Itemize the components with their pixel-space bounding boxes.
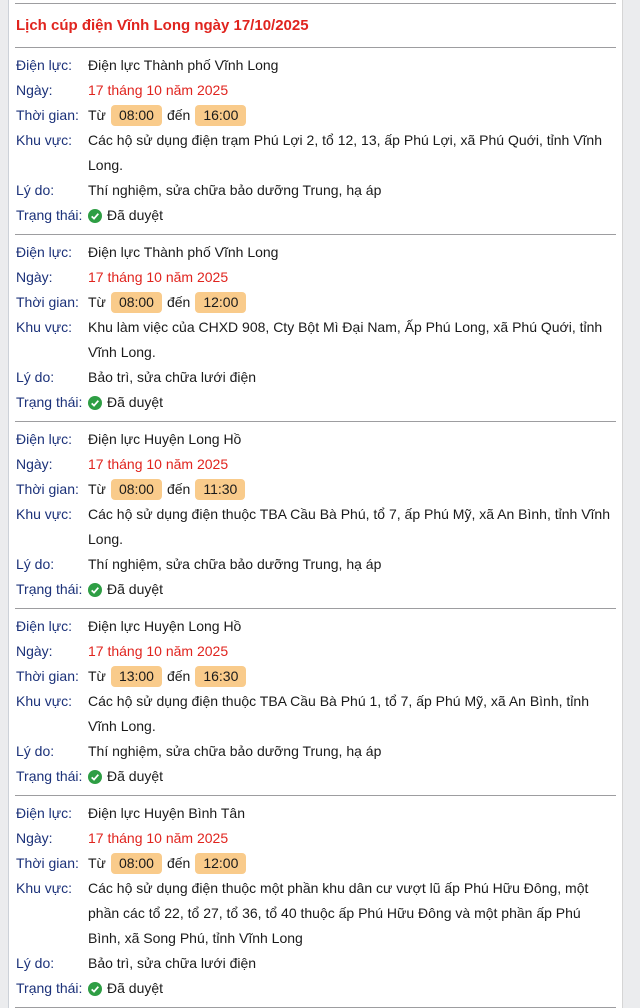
status-label: Trạng thái: (16, 207, 83, 223)
date-label: Ngày: (16, 830, 53, 846)
approved-check-icon (88, 209, 102, 223)
time-value (88, 477, 615, 502)
reason-row (16, 739, 615, 764)
area-value: Các hộ sử dụng điện thuộc TBA Cầu Bà Phú 1, tổ 7, ấp Phú Mỹ, xã An Bình, tỉnh Vĩnh Long. (88, 693, 589, 734)
time-start-badge: 13:00 (111, 666, 162, 687)
reason-label: Lý do: (16, 369, 55, 385)
time-to-word: đến (166, 668, 191, 684)
page-title: Lịch cúp điện Vĩnh Long ngày 17/10/2025 (16, 17, 309, 34)
outage-schedule-page (8, 0, 623, 1008)
outage-record (9, 235, 622, 421)
date-row (16, 78, 615, 103)
reason-value: Bảo trì, sửa chữa lưới điện (88, 369, 257, 385)
company-label: Điện lực: (16, 805, 73, 821)
reason-row (16, 365, 615, 390)
status-row (16, 390, 615, 415)
time-value (88, 290, 615, 315)
company-label: Điện lực: (16, 244, 73, 260)
date-label: Ngày: (16, 456, 53, 472)
time-from-word: Từ (88, 855, 106, 871)
company-label: Điện lực: (16, 431, 73, 447)
reason-label: Lý do: (16, 556, 55, 572)
status-row (16, 577, 615, 602)
status-value (88, 764, 615, 789)
area-row (16, 128, 615, 178)
time-to-word: đến (166, 481, 191, 497)
date-row (16, 826, 615, 851)
status-row (16, 764, 615, 789)
time-from-word: Từ (88, 294, 106, 310)
approved-check-icon (88, 583, 102, 597)
time-row (16, 103, 615, 128)
time-end-badge: 12:00 (195, 292, 246, 313)
time-to-word: đến (166, 294, 191, 310)
reason-value: Thí nghiệm, sửa chữa bảo dưỡng Trung, hạ áp (88, 182, 382, 198)
status-text: Đã duyệt (107, 581, 164, 597)
status-text: Đã duyệt (107, 980, 164, 996)
area-label: Khu vực: (16, 693, 73, 709)
reason-value: Thí nghiệm, sửa chữa bảo dưỡng Trung, hạ áp (88, 556, 382, 572)
date-value: 17 tháng 10 năm 2025 (88, 643, 229, 659)
reason-row (16, 951, 615, 976)
date-value: 17 tháng 10 năm 2025 (88, 269, 229, 285)
status-label: Trạng thái: (16, 394, 83, 410)
time-from-word: Từ (88, 668, 106, 684)
area-value: Khu làm việc của CHXD 908, Cty Bột Mì Đại Nam, Ấp Phú Long, xã Phú Quới, tỉnh Vĩnh Long. (88, 319, 603, 360)
company-value: Điện lực Huyện Bình Tân (88, 805, 245, 821)
area-value: Các hộ sử dụng điện thuộc TBA Cầu Bà Phú, tổ 7, ấp Phú Mỹ, xã An Bình, tỉnh Vĩnh Long. (88, 506, 610, 547)
approved-check-icon (88, 396, 102, 410)
time-value (88, 103, 615, 128)
time-end-badge: 16:00 (195, 105, 246, 126)
area-row (16, 876, 615, 951)
date-row (16, 452, 615, 477)
status-row (16, 203, 615, 228)
time-end-badge: 11:30 (195, 479, 245, 500)
outage-record (9, 422, 622, 608)
time-row (16, 851, 615, 876)
time-value (88, 851, 615, 876)
company-row (16, 801, 615, 826)
time-start-badge: 08:00 (111, 479, 162, 500)
area-row (16, 315, 615, 365)
approved-check-icon (88, 770, 102, 784)
company-row (16, 427, 615, 452)
company-label: Điện lực: (16, 57, 73, 73)
outage-record (9, 48, 622, 234)
company-row (16, 614, 615, 639)
time-start-badge: 08:00 (111, 105, 162, 126)
reason-row (16, 178, 615, 203)
approved-check-icon (88, 982, 102, 996)
status-value (88, 976, 615, 1001)
reason-label: Lý do: (16, 743, 55, 759)
date-value: 17 tháng 10 năm 2025 (88, 456, 229, 472)
time-from-word: Từ (88, 481, 106, 497)
reason-row (16, 552, 615, 577)
time-end-badge: 12:00 (195, 853, 246, 874)
time-label: Thời gian: (16, 294, 79, 310)
area-label: Khu vực: (16, 319, 73, 335)
status-row (16, 976, 615, 1001)
outage-record (9, 796, 622, 1007)
date-label: Ngày: (16, 643, 53, 659)
date-row (16, 265, 615, 290)
area-row (16, 689, 615, 739)
company-value: Điện lực Thành phố Vĩnh Long (88, 57, 279, 73)
time-label: Thời gian: (16, 668, 79, 684)
date-value: 17 tháng 10 năm 2025 (88, 830, 229, 846)
reason-label: Lý do: (16, 182, 55, 198)
status-value (88, 390, 615, 415)
date-label: Ngày: (16, 269, 53, 285)
time-from-word: Từ (88, 107, 106, 123)
area-value: Các hộ sử dụng điện trạm Phú Lợi 2, tổ 12, 13, ấp Phú Lợi, xã Phú Quới, tỉnh Vĩnh Long. (88, 132, 602, 173)
time-row (16, 290, 615, 315)
company-value: Điện lực Thành phố Vĩnh Long (88, 244, 279, 260)
company-row (16, 240, 615, 265)
status-value (88, 577, 615, 602)
status-label: Trạng thái: (16, 581, 83, 597)
area-row (16, 502, 615, 552)
company-value: Điện lực Huyện Long Hồ (88, 431, 242, 447)
status-text: Đã duyệt (107, 394, 164, 410)
company-label: Điện lực: (16, 618, 73, 634)
area-label: Khu vực: (16, 506, 73, 522)
status-text: Đã duyệt (107, 768, 164, 784)
date-label: Ngày: (16, 82, 53, 98)
reason-value: Bảo trì, sửa chữa lưới điện (88, 955, 257, 971)
time-value (88, 664, 615, 689)
reason-label: Lý do: (16, 955, 55, 971)
time-start-badge: 08:00 (111, 292, 162, 313)
time-to-word: đến (166, 855, 191, 871)
status-label: Trạng thái: (16, 980, 83, 996)
reason-value: Thí nghiệm, sửa chữa bảo dưỡng Trung, hạ áp (88, 743, 382, 759)
company-row (16, 53, 615, 78)
status-text: Đã duyệt (107, 207, 164, 223)
status-label: Trạng thái: (16, 768, 83, 784)
date-row (16, 639, 615, 664)
area-label: Khu vực: (16, 880, 73, 896)
area-value: Các hộ sử dụng điện thuộc một phần khu dân cư vượt lũ ấp Phú Hữu Đông, một phần các tổ 22, tổ 27, tổ 36, tổ 40 thuộc ấp Phú Hữu Đông và một phần ấp Phú Bình, xã Song Phú, tỉnh Vĩnh Long (88, 880, 589, 946)
outage-record (9, 609, 622, 795)
time-row (16, 477, 615, 502)
time-label: Thời gian: (16, 107, 79, 123)
date-value: 17 tháng 10 năm 2025 (88, 82, 229, 98)
time-start-badge: 08:00 (111, 853, 162, 874)
time-row (16, 664, 615, 689)
time-label: Thời gian: (16, 481, 79, 497)
status-value (88, 203, 615, 228)
area-label: Khu vực: (16, 132, 73, 148)
time-label: Thời gian: (16, 855, 79, 871)
time-end-badge: 16:30 (195, 666, 246, 687)
company-value: Điện lực Huyện Long Hồ (88, 618, 242, 634)
time-to-word: đến (166, 107, 191, 123)
